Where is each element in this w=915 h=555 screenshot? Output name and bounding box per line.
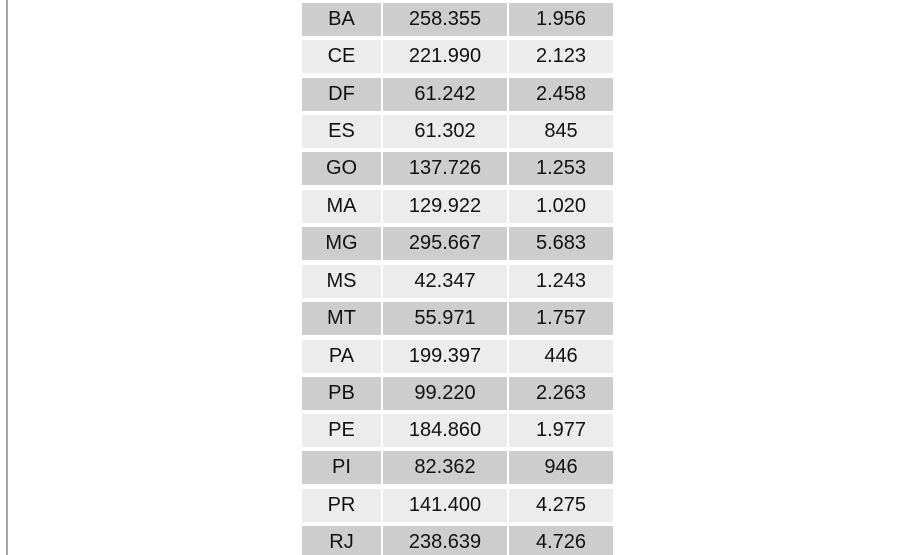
state-cell: PE — [302, 414, 383, 449]
value-cell: 1.757 — [509, 302, 613, 337]
table-row — [302, 227, 613, 262]
table-row — [302, 451, 613, 486]
value-cell: 4.275 — [509, 489, 613, 524]
state-cell: GO — [302, 152, 383, 187]
value-cell: 238.639 — [383, 526, 509, 555]
state-cell: MA — [302, 190, 383, 225]
value-cell: 137.726 — [383, 152, 509, 187]
page-border-left — [6, 0, 8, 555]
value-cell: 2.263 — [509, 377, 613, 412]
value-cell: 1.020 — [509, 190, 613, 225]
value-cell: 199.397 — [383, 340, 509, 375]
value-cell: 295.667 — [383, 227, 509, 262]
table-row — [302, 377, 613, 412]
value-cell: 845 — [509, 115, 613, 150]
state-cell: PB — [302, 377, 383, 412]
table-row — [302, 414, 613, 449]
value-cell: 946 — [509, 451, 613, 486]
value-cell: 55.971 — [383, 302, 509, 337]
state-cell: RJ — [302, 526, 383, 555]
value-cell: 99.220 — [383, 377, 509, 412]
state-cell: MS — [302, 265, 383, 300]
value-cell: 2.458 — [509, 78, 613, 113]
value-cell: 1.243 — [509, 265, 613, 300]
value-cell: 1.253 — [509, 152, 613, 187]
state-cell: BA — [302, 3, 383, 38]
state-cell: PA — [302, 340, 383, 375]
table-row — [302, 115, 613, 150]
value-cell: 2.123 — [509, 40, 613, 75]
table-row — [302, 302, 613, 337]
table-row — [302, 78, 613, 113]
table-row — [302, 265, 613, 300]
value-cell: 129.922 — [383, 190, 509, 225]
state-cell: ES — [302, 115, 383, 150]
value-cell: 4.726 — [509, 526, 613, 555]
data-table — [301, 0, 613, 555]
table-row — [302, 190, 613, 225]
state-cell: PR — [302, 489, 383, 524]
state-cell: MT — [302, 302, 383, 337]
value-cell: 141.400 — [383, 489, 509, 524]
value-cell: 5.683 — [509, 227, 613, 262]
value-cell: 1.977 — [509, 414, 613, 449]
state-cell: CE — [302, 40, 383, 75]
value-cell: 184.860 — [383, 414, 509, 449]
value-cell: 61.302 — [383, 115, 509, 150]
value-cell: 1.956 — [509, 3, 613, 38]
state-cell: PI — [302, 451, 383, 486]
table-row — [302, 489, 613, 524]
value-cell: 42.347 — [383, 265, 509, 300]
value-cell: 221.990 — [383, 40, 509, 75]
table-row — [302, 526, 613, 555]
value-cell: 258.355 — [383, 3, 509, 38]
state-cell: MG — [302, 227, 383, 262]
table-row — [302, 3, 613, 38]
value-cell: 82.362 — [383, 451, 509, 486]
value-cell: 61.242 — [383, 78, 509, 113]
table-row — [302, 40, 613, 75]
table-row — [302, 152, 613, 187]
table-row — [302, 340, 613, 375]
value-cell: 446 — [509, 340, 613, 375]
state-cell: DF — [302, 78, 383, 113]
